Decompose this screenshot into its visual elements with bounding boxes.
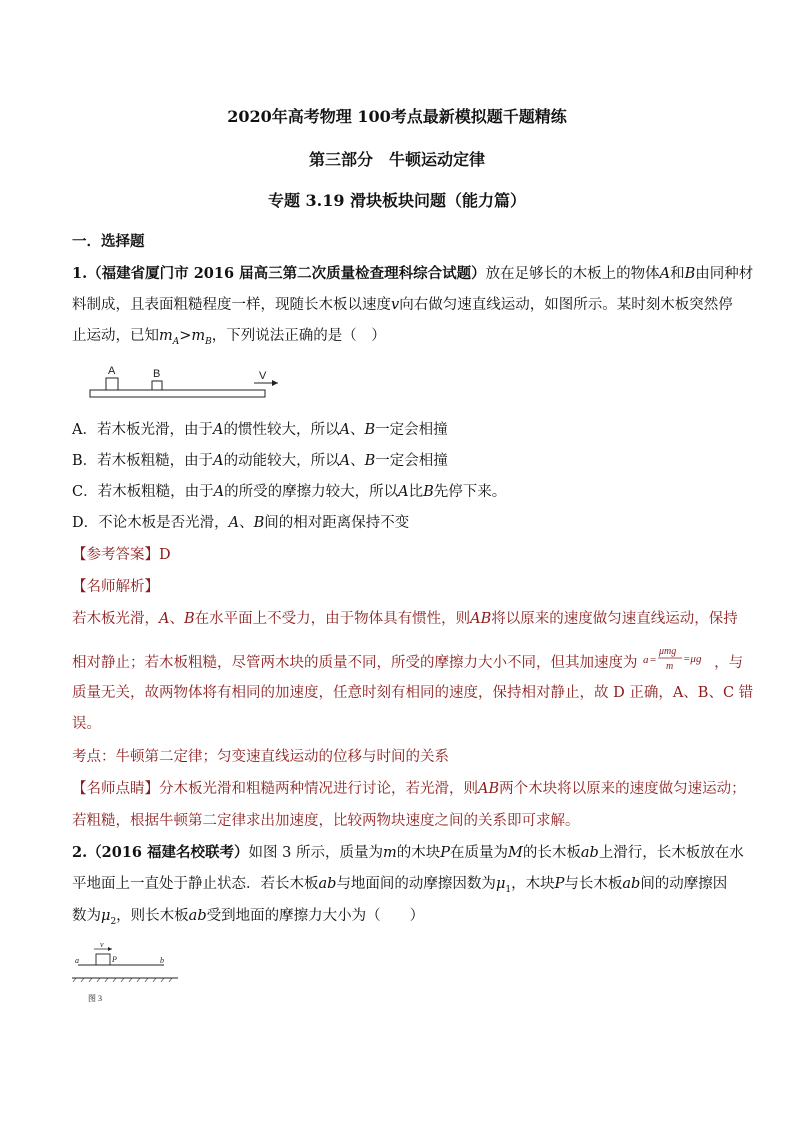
label-p: P — [112, 955, 117, 964]
formula-a: a — [643, 654, 649, 666]
q2-figure-board — [72, 940, 182, 1006]
q1-analysis-label: 【名师解析】 — [72, 579, 159, 595]
arrow-head — [108, 947, 112, 951]
formula-numerator: μmg — [659, 646, 677, 657]
formula-eq: = — [650, 654, 657, 666]
q1-analysis-line-4: 误。 — [72, 716, 101, 732]
answer-label: 【参考答案】 — [72, 547, 159, 563]
q2-number: 2. — [72, 844, 88, 861]
q1-text: ，下列说法正确的是（ ） — [211, 328, 386, 344]
q1-dianjing-line-1: 【名师点睛】分木板光滑和粗糙两种情况进行讨论，若光滑，则AB两个木块将以原来的速度做匀速运动； — [72, 781, 746, 797]
block-b — [152, 381, 162, 390]
q2-source: （2016 福建名校联考） — [87, 844, 249, 861]
q1-answer — [72, 545, 732, 565]
acceleration-formula — [642, 643, 714, 679]
part-title: 第三部分 牛顿运动定律 — [308, 150, 485, 169]
q2-line-2: 平地面上一直处于静止状态．若长木板ab与地面间的动摩擦因数为$\mu_1$，木块P与长木板ab间的动摩擦因 — [72, 876, 728, 895]
q1-var: m — [191, 328, 206, 344]
q1-var: B — [684, 266, 696, 282]
ground-hatch — [73, 978, 172, 982]
q1-number: 1. — [72, 265, 88, 282]
q1-analysis-line-1: 若木板光滑，A、B在水平面上不受力，由于物体具有惯性，则AB将以原来的速度做匀速直线运动，保持 — [72, 611, 738, 627]
label-b: B — [153, 368, 161, 380]
q1-text: 止运动，已知 — [72, 328, 159, 344]
answer-value: D — [159, 547, 171, 563]
formula-tail: =μg — [683, 653, 702, 665]
formula-denominator: m — [666, 661, 674, 672]
q1-text: 料制成，且表面粗糙程度一样，现随长木板以速度 — [72, 297, 391, 313]
q1-line-2 — [72, 295, 732, 315]
q2-line-3: 数为$\mu_2$，则长木板ab受到地面的摩擦力大小为（ ） — [72, 908, 425, 927]
q1-kaodian: 考点：牛顿第二定律；匀变速直线运动的位移与时间的关系 — [72, 749, 449, 765]
board — [90, 390, 265, 397]
label-a: A — [108, 365, 116, 377]
block-a — [106, 378, 118, 390]
block-p — [96, 954, 110, 965]
q1-line-3 — [72, 326, 732, 352]
q1-analysis-line-2: 相对静止；若木板粗糙，尽管两木块的质量不同，所受的摩擦力大小不同，但其加速度为 a = μmg m =μg ，与 — [72, 645, 732, 681]
q1-text: 和 — [670, 266, 685, 282]
topic-title: 专题 3.19 滑块板块问题（能力篇） — [267, 191, 527, 210]
main-title: 2020年高考物理 100考点最新模拟题千题精练 — [227, 107, 567, 126]
q1-var: A — [659, 266, 671, 282]
label-b: b — [160, 956, 164, 965]
q1-dianjing-line-2: 若粗糙，根据牛顿第二定律求出加速度，比较两物块速度之间的关系即可求解。 — [72, 813, 580, 829]
q1-option-b: B．若木板粗糙，由于A的动能较大，所以A、B一定会相撞 — [72, 453, 448, 469]
q1-analysis-line-3: 质量无关，故两物体将有相同的加速度，任意时刻有相同的速度，保持相对静止，故 D 正确，A、B、C 错 — [72, 685, 754, 701]
q1-var: m — [159, 328, 173, 344]
arrow-head — [272, 380, 278, 386]
q1-figure-board — [86, 364, 286, 402]
q1-text: 向右做匀速直线运动，如图所示。某时刻木板突然停 — [399, 297, 733, 313]
q1-line-1 — [72, 264, 754, 284]
q1-sub: A — [172, 336, 180, 347]
q1-sub: B — [205, 336, 212, 347]
q1-text: 放在足够长的木板上的物体 — [485, 266, 660, 282]
label-v: V — [259, 370, 267, 382]
q1-var: v — [391, 297, 400, 313]
q1-option-a: A．若木板光滑，由于A的惯性较大，所以A、B一定会相撞 — [72, 422, 448, 438]
label-a: a — [75, 956, 79, 965]
section-heading: 一．选择题 — [72, 233, 145, 250]
q1-text: 由同种材 — [695, 266, 754, 282]
q1-text: > — [179, 328, 192, 344]
label-v: v — [100, 940, 104, 949]
q1-option-d: D．不论木板是否光滑，A、B间的相对距离保持不变 — [72, 515, 410, 531]
figure-caption: 图 3 — [88, 994, 102, 1003]
q2-line-1: 2.（2016 福建名校联考）如图 3 所示，质量为m的木块P在质量为M的长木板ab上滑行，长木板放在水 — [72, 844, 744, 861]
q1-option-c: C．若木板粗糙，由于A的所受的摩擦力较大，所以A比B先停下来。 — [72, 484, 507, 500]
q1-source: （福建省厦门市 2016 届高三第二次质量检查理科综合试题） — [87, 265, 486, 282]
